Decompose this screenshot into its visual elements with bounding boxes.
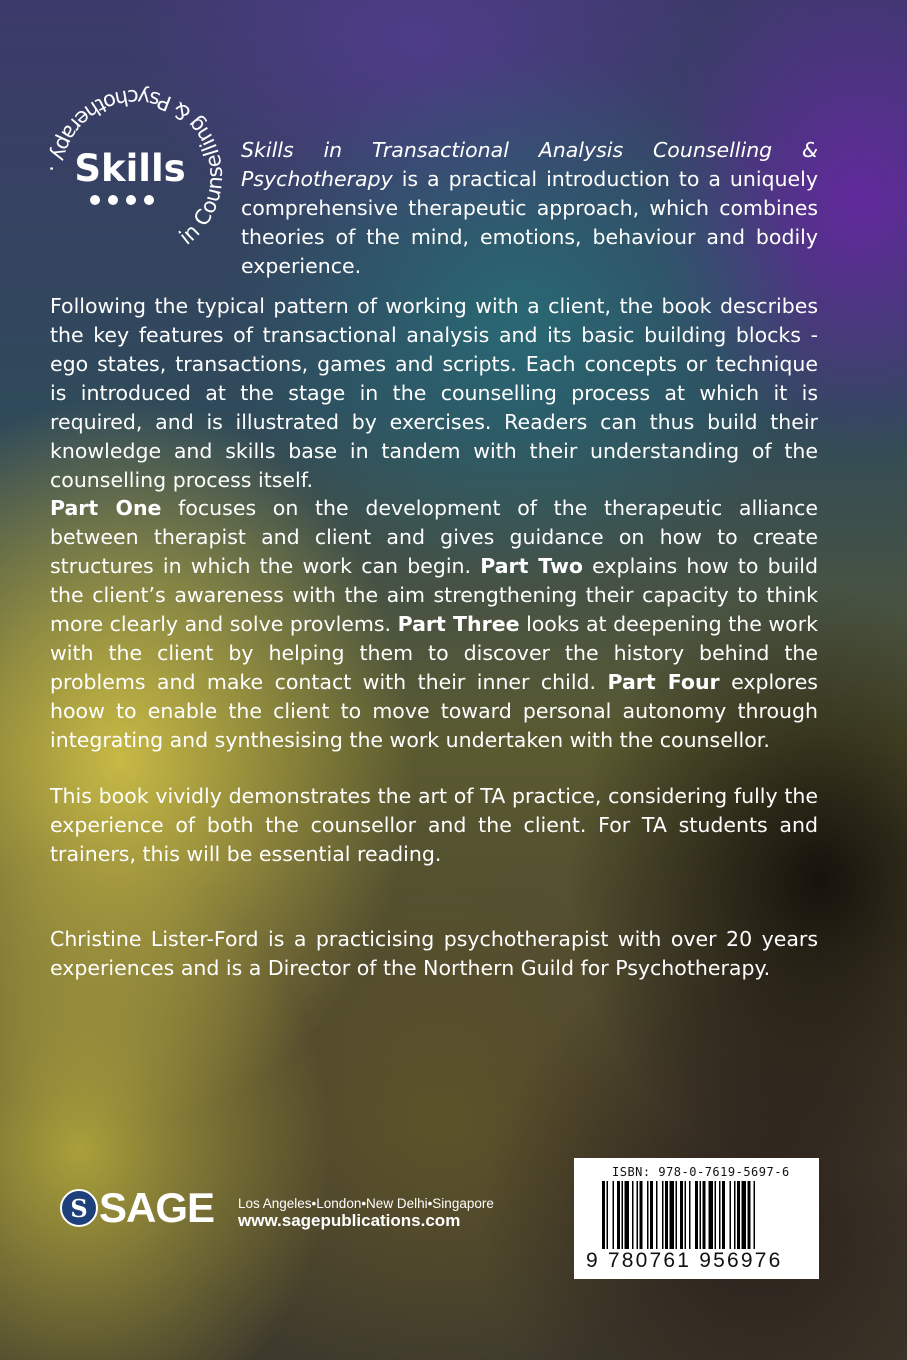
publisher-url: www.sagepublications.com xyxy=(238,1211,461,1230)
series-dots-icon xyxy=(90,195,154,205)
barcode-bar xyxy=(754,1181,756,1249)
barcode-bar xyxy=(748,1181,751,1249)
part-four-label: Part Four xyxy=(607,670,720,694)
series-word: Skills xyxy=(74,147,186,190)
series-curved-text: in Counselling & Psychotherapy . xyxy=(45,84,228,250)
barcode-bar xyxy=(640,1181,643,1249)
isbn-label: ISBN: 978-0-7619-5697-6 xyxy=(612,1165,790,1179)
barcode-bar xyxy=(650,1181,653,1249)
barcode-bar xyxy=(730,1181,732,1249)
intro-paragraph xyxy=(241,136,818,281)
barcode-bar xyxy=(637,1181,639,1249)
barcode-bar xyxy=(715,1181,717,1249)
barcode-bar xyxy=(613,1181,615,1249)
part-three-label: Part Three xyxy=(397,612,520,636)
barcode-bar xyxy=(719,1181,721,1249)
barcode-bar xyxy=(602,1181,605,1249)
barcode-bar xyxy=(670,1181,675,1249)
barcode-bar xyxy=(656,1181,658,1249)
series-logo xyxy=(38,78,234,274)
barcode-bar xyxy=(665,1181,668,1249)
barcode-bar xyxy=(703,1181,706,1249)
part-four-text: explores hoow to enable the client to move toward personal autonomy through integrating and synthesising the work undertaken with the counsellor. xyxy=(50,670,818,752)
isbn-barcode xyxy=(574,1158,819,1279)
barcode-bar xyxy=(622,1181,624,1249)
publisher-block xyxy=(60,1184,500,1247)
endorsement-paragraph: This book vividly demonstrates the art of TA practice, considering fully the experience of both the counsellor and the client. For TA students and trainers, this will be essential reading. xyxy=(50,784,818,866)
barcode-bar xyxy=(625,1181,630,1249)
barcode-bar xyxy=(632,1181,634,1249)
barcode-bar xyxy=(700,1181,702,1249)
part-two-text: explains how to build the client’s awareness with the aim strengthening their capacity to think more clearly and solve provlems. xyxy=(50,554,818,636)
barcode-bar xyxy=(709,1181,714,1249)
author-bio: Christine Lister-Ford is a practicising psychotherapist with over 20 years experiences and is a Director of the Northern Guild for Psychotherapy. xyxy=(50,927,818,980)
barcode-bar xyxy=(722,1181,725,1249)
part-one-text: focuses on the development of the therapeutic alliance between therapist and client and gives guidance on how to create structures in which the work can begin. xyxy=(50,496,819,578)
barcode-number: 9 780761 956976 xyxy=(586,1249,783,1272)
barcode-bar xyxy=(695,1181,698,1249)
publisher-logo xyxy=(60,1184,215,1231)
barcode-bar xyxy=(617,1181,620,1249)
publisher-cities: Los Angeles•London•New Delhi•Singapore xyxy=(238,1196,494,1211)
barcode-bar xyxy=(689,1181,691,1249)
parts-paragraph xyxy=(50,494,818,755)
book-title: Skills in Transactional Analysis Counselling & Psychotherapy xyxy=(241,138,818,191)
barcode-bar xyxy=(647,1181,649,1249)
sage-globe-icon: S xyxy=(60,1189,98,1227)
barcode-bar xyxy=(680,1181,683,1249)
barcode-bar xyxy=(685,1181,687,1249)
publisher-name: SAGE xyxy=(99,1184,215,1231)
barcode-bar xyxy=(662,1181,664,1249)
barcode-bar xyxy=(737,1181,740,1249)
intro-text: is a practical introduction to a uniquely comprehensive therapeutic approach, which combines theories of the mind, emotions, behaviour and bodily experience. xyxy=(241,167,818,278)
barcode-bar xyxy=(676,1181,678,1249)
barcode-bar xyxy=(742,1181,747,1249)
part-three-text: looks at deepening the work with the client by helping them to discover the history behind the problems and make contact with their inner child. xyxy=(50,612,819,694)
part-one-label: Part One xyxy=(50,496,162,520)
part-two-label: Part Two xyxy=(480,554,583,578)
description-paragraph: Following the typical pattern of working with a client, the book describes the key features of transactional analysis and its basic building blocks - ego states, transactions, games and scripts. Each concepts or technique is introduced at the stage in the counselling process at which it is required, and is illustrated by exercises. Readers can thus build their knowledge and skills base in tandem with their understanding of the counselling process itself. xyxy=(50,294,818,492)
barcode-bar xyxy=(734,1181,736,1249)
barcode-bars xyxy=(584,1181,810,1249)
series-logo-graphic xyxy=(38,78,234,274)
barcode-bar xyxy=(607,1181,609,1249)
